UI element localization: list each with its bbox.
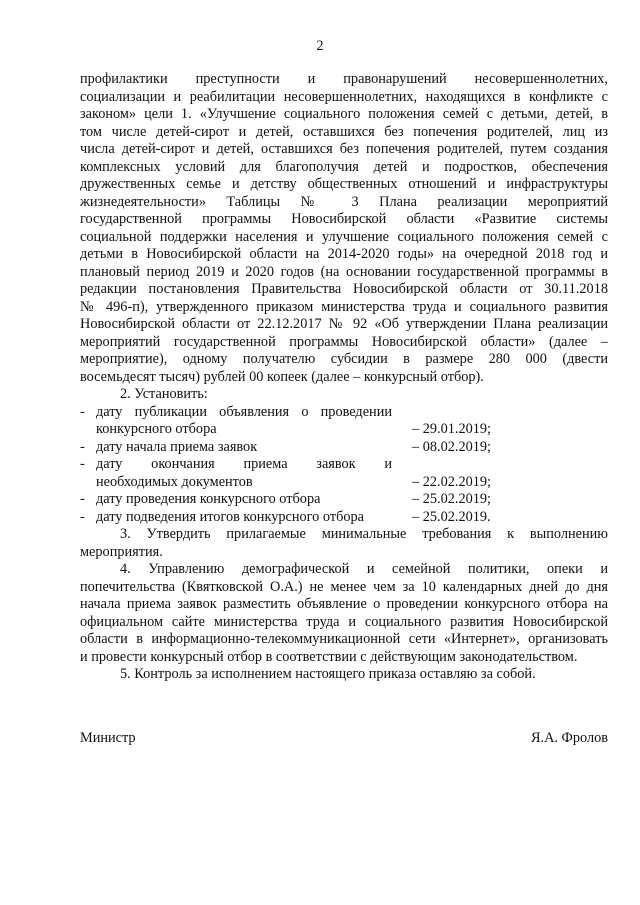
item-4-paragraph	[80, 561, 608, 666]
date-label-line: дату начала приема заявок	[96, 438, 258, 455]
paragraph-line: попечительства (Квятковской О.А.) не менее чем за 10 календарных дней до дня	[80, 578, 608, 595]
date-label	[96, 439, 392, 457]
signatory-name: Я.А. Фролов	[530, 730, 608, 746]
paragraph-line: редакции постановления Правительства Новосибирской области от 30.11.2018	[80, 281, 608, 297]
list-dash: -	[80, 403, 85, 420]
paragraph-line: № 496-п), утвержденного приказом министерства труда и социального развития	[80, 298, 608, 315]
paragraph-line: начала приема заявок разместить объявление о проведении конкурсного отбора на	[80, 596, 608, 612]
item-5-paragraph: 5. Контроль за исполнением настоящего приказа оставляю за собой.	[120, 666, 536, 682]
paragraph-line: области в информационно-телекоммуникационной сети «Интернет», организовать	[80, 631, 608, 647]
date-value: – 29.01.2019;	[412, 421, 492, 437]
paragraph-line: Новосибирской области от 22.12.2017 № 92 «Об утверждении Плана реализации	[80, 316, 608, 332]
item-3-paragraph	[80, 526, 608, 561]
date-label-line: дату публикации объявления о проведении	[96, 403, 392, 420]
date-label	[96, 509, 392, 527]
paragraph-line: числа детей-сирот и детей, оставшихся без попечения родителей, путем создания	[80, 141, 608, 157]
paragraph-line: детьми в Новосибирской области на 2014-2020 годы» на очередной 2018 год и	[80, 246, 608, 262]
paragraph-line: профилактики преступности и правонарушений несовершеннолетних,	[80, 71, 608, 87]
list-dash: -	[80, 491, 85, 507]
date-value: – 25.02.2019.	[412, 508, 491, 525]
date-value: – 22.02.2019;	[412, 473, 492, 490]
signature-block	[80, 730, 608, 748]
paragraph-line: мероприятие), одному получателю субсидии в размере 280 000 (двести	[80, 351, 608, 367]
paragraph-line: государственной программы Новосибирской области «Развитие системы	[80, 211, 608, 227]
item-2-heading: 2. Установить:	[120, 386, 208, 402]
paragraph-line: дружественных семье и детству общественных отношений и инфраструктуры	[80, 176, 608, 192]
document-body	[80, 71, 608, 684]
date-value: – 08.02.2019;	[412, 438, 492, 455]
date-label-line: дату окончания приема заявок и	[96, 456, 392, 472]
paragraph-line: мероприятия.	[80, 543, 163, 560]
list-dash: -	[80, 438, 85, 455]
date-list-item	[80, 491, 608, 509]
date-label-line: дату проведения конкурсного отбора	[96, 491, 321, 507]
paragraph-line: и провести конкурсный отбор в соответствии с действующим законодательством.	[80, 648, 578, 665]
date-label	[96, 456, 392, 491]
date-label-line: дату подведения итогов конкурсного отбора	[96, 508, 364, 525]
date-list-item	[80, 508, 608, 527]
list-dash: -	[80, 456, 85, 472]
dates-list	[80, 403, 608, 527]
page-number: 2	[316, 38, 324, 54]
intro-paragraph	[80, 71, 608, 386]
date-label-line: конкурсного отбора	[96, 421, 217, 437]
paragraph-line: официальном сайте министерства труда и социального развития Новосибирской	[80, 613, 608, 630]
date-label	[96, 491, 392, 509]
paragraph-line: мероприятий государственной программы Новосибирской области» (далее –	[80, 333, 608, 350]
date-label-line: необходимых документов	[96, 473, 253, 490]
paragraph-line: том числе детей-сирот и детей, оставшихся без попечения родителей, лиц из	[80, 123, 608, 140]
paragraph-line: законом» цели 1. «Улучшение социального положения семей с детьми, детей, в	[80, 106, 608, 122]
paragraph-line: социализации и реабилитации несовершеннолетних, находящихся в конфликте с	[80, 88, 608, 105]
paragraph-line: жизнедеятельности» Таблицы № 3 Плана реализации мероприятий	[80, 193, 608, 210]
list-dash: -	[80, 508, 85, 525]
paragraph-line: 3. Утвердить прилагаемые минимальные требования к выполнению	[120, 526, 608, 542]
paragraph-line: социальной поддержки населения и улучшение социального положения семей с	[80, 228, 608, 245]
date-list-item	[80, 403, 608, 439]
date-list-item	[80, 456, 608, 491]
paragraph-line: комплексных условий для благополучия детей и подростков, обеспечения	[80, 158, 608, 175]
signatory-position: Министр	[80, 730, 136, 746]
paragraph-line: 4. Управлению демографической и семейной политики, опеки и	[120, 561, 608, 577]
date-list-item	[80, 438, 608, 457]
paragraph-line: плановый период 2019 и 2020 годов (на основании государственной программы в	[80, 263, 608, 280]
paragraph-line: восемьдесят тысяч) рублей 00 копеек (далее – конкурсный отбор).	[80, 368, 484, 385]
date-label	[96, 404, 392, 439]
date-value: – 25.02.2019;	[412, 491, 492, 507]
